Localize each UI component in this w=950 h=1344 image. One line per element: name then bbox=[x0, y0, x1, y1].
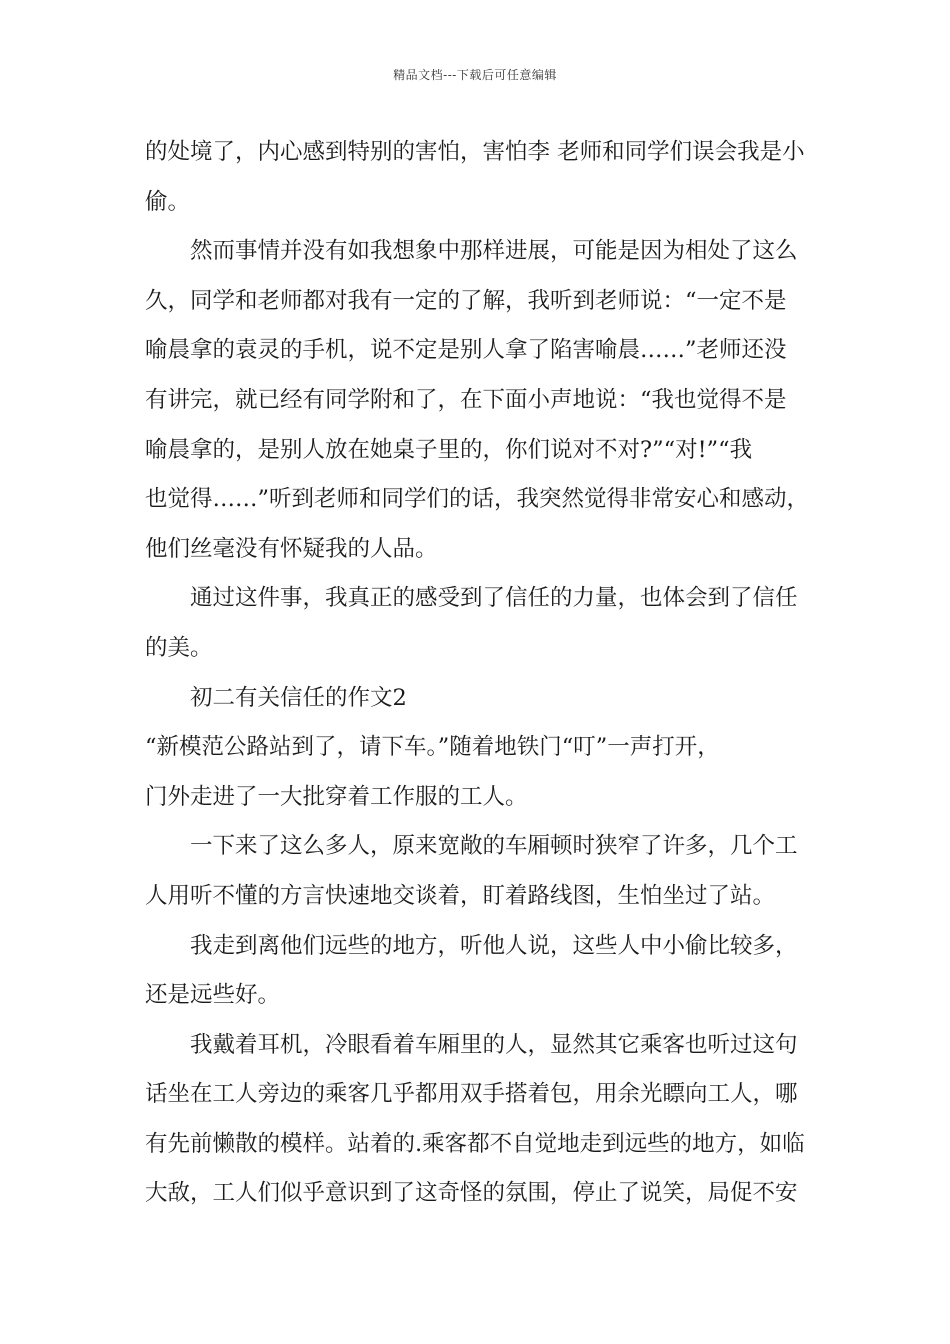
text-line: 人用听不懂的方言快速地交谈着，盯着路线图，生怕坐过了站。 bbox=[145, 882, 776, 909]
text-line: 门外走进了一大批穿着工作服的工人。 bbox=[145, 783, 528, 810]
text-line: 我走到离他们远些的地方，听他人说，这些人中小偷比较多， bbox=[190, 932, 798, 959]
text-line: 有讲完，就已经有同学附和了，在下面小声地说：“我也觉得不是 bbox=[145, 386, 787, 413]
text-line: 的处境了，内心感到特别的害怕，害怕李 老师和同学们误会我是小 bbox=[145, 139, 805, 165]
text-line: 我戴着耳机，冷眼看着车厢里的人，显然其它乘客也听过这句 bbox=[190, 1031, 798, 1058]
text-line: 一下来了这么多人，原来宽敞的车厢顿时狭窄了许多，几个工 bbox=[190, 833, 798, 860]
text-line: 还是远些好。 bbox=[145, 982, 281, 1009]
text-line: 偷。 bbox=[145, 188, 191, 215]
text-line: 话坐在工人旁边的乘客几乎都用双手搭着包，用余光瞟向工人，哪 bbox=[145, 1081, 798, 1108]
text-line: 大敌，工人们似乎意识到了这奇怪的氛围，停止了说笑，局促不安 bbox=[145, 1180, 798, 1207]
text-line: 喻晨拿的，是别人放在她桌子里的，你们说对不对?”“对!”“我 bbox=[145, 436, 753, 463]
document-body bbox=[145, 128, 830, 1219]
text-line: 初二有关信任的作文2 bbox=[190, 684, 407, 711]
text-line: 然而事情并没有如我想象中那样进展，可能是因为相处了这么 bbox=[190, 238, 798, 265]
text-line: 他们丝毫没有怀疑我的人品。 bbox=[145, 535, 438, 562]
text-line: 喻晨拿的袁灵的手机，说不定是别人拿了陷害喻晨……”老师还没 bbox=[145, 337, 787, 364]
text-line: 久，同学和老师都对我有一定的了解，我听到老师说：“一定不是 bbox=[145, 287, 787, 314]
text-line: 也觉得……”听到老师和同学们的话，我突然觉得非常安心和感动， bbox=[145, 486, 810, 513]
text-line: 通过这件事，我真正的感受到了信任的力量，也体会到了信任 bbox=[190, 585, 798, 612]
text-line: 的美。 bbox=[145, 634, 213, 661]
text-line: “新模范公路站到了，请下车。”随着地铁门“叮”一声打开， bbox=[145, 734, 720, 761]
page-header: 精品文档---下载后可任意编辑 bbox=[393, 68, 557, 82]
text-line: 有先前懒散的模样。站着的.乘客都不自觉地走到远些的地方，如临 bbox=[145, 1130, 805, 1157]
